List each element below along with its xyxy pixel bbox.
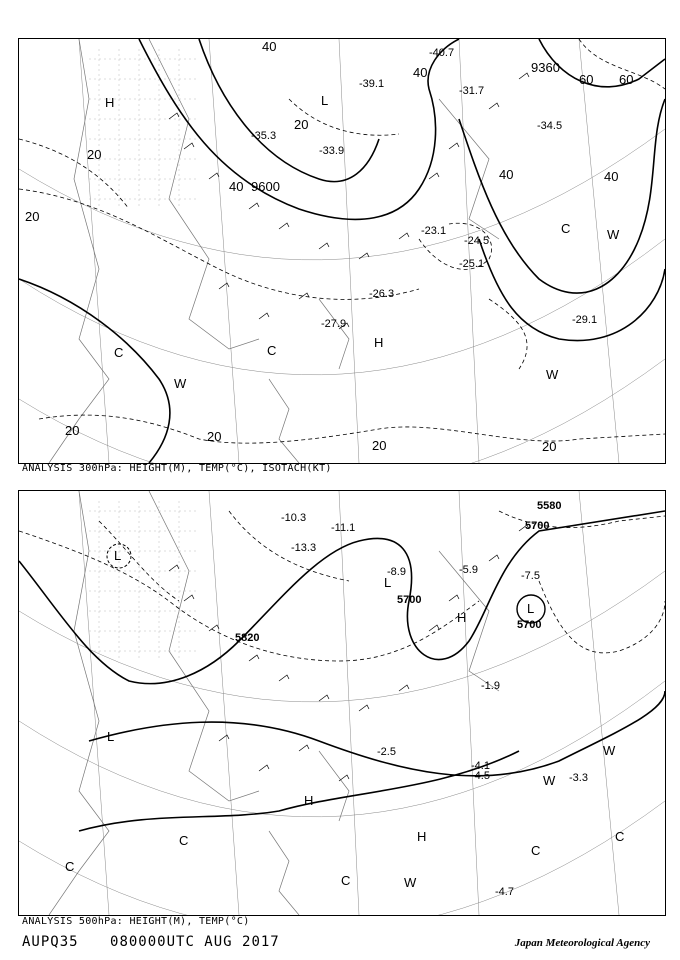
cold-center: C (561, 221, 571, 236)
isotach-label: 20 (294, 117, 309, 132)
height-label: 5700 (525, 520, 550, 532)
isotach-label: 20 (207, 429, 222, 444)
warm-center: W (603, 743, 616, 758)
graticule (19, 39, 665, 463)
cold-center: C (179, 833, 189, 848)
map-panel-300hpa (18, 38, 666, 464)
warm-center: W (174, 376, 187, 391)
temperature-label: -27.9 (321, 318, 347, 330)
isotach-label: 40 (229, 179, 244, 194)
warm-center: W (546, 367, 559, 382)
temperature-label: -24.5 (464, 235, 490, 247)
height-label: 5580 (537, 500, 562, 512)
temperature-label: -11.1 (331, 522, 356, 534)
chart-identifier (22, 934, 302, 950)
low-center: L (107, 729, 115, 744)
temperature-label: -3.3 (569, 772, 588, 784)
map-panel-500hpa (18, 490, 666, 916)
isotach-label: 60 (579, 72, 594, 87)
isotach-label: 40 (604, 169, 619, 184)
cold-center: C (65, 859, 75, 874)
temperature-label: -1.9 (481, 680, 500, 692)
cold-center: C (341, 873, 351, 888)
temperature-label: -10.3 (281, 512, 307, 524)
valid-time: 080000UTC AUG 2017 (110, 934, 280, 950)
warm-center: W (404, 875, 417, 890)
temperature-label: -23.1 (421, 225, 447, 237)
isotach-label: 20 (372, 438, 387, 453)
temperature-label: -34.5 (537, 120, 563, 132)
cold-center: C (267, 343, 277, 358)
temperature-label: -25.1 (459, 258, 485, 270)
high-center: H (417, 829, 427, 844)
height-label: 5820 (235, 632, 260, 644)
isotach-label: 20 (65, 423, 80, 438)
low-center: L (384, 575, 392, 590)
isotach-label: 40 (262, 39, 277, 54)
temperature-label: -26.3 (369, 288, 395, 300)
map-300hpa (19, 39, 665, 463)
caption-300hpa: ANALYSIS 300hPa: HEIGHT(M), TEMP(°C), ISOTACH(KT) (22, 463, 332, 474)
isotach-label: 20 (25, 209, 40, 224)
temperature-label: -31.7 (459, 85, 485, 97)
low-center: L (114, 548, 122, 563)
hatched-region (89, 501, 199, 661)
temperature-label: -4.1 (471, 760, 490, 772)
height-label: 9600 (251, 179, 280, 194)
agency-name: Japan Meteorological Agency (514, 937, 650, 949)
isotach-label: 20 (542, 439, 557, 454)
isotach-label: 60 (619, 72, 634, 87)
height-label: 9360 (531, 60, 560, 75)
temperature-label: -35.3 (251, 130, 277, 142)
temperature-label: -5.9 (459, 564, 478, 576)
cold-center: C (615, 829, 625, 844)
temperature-label: -13.3 (291, 542, 317, 554)
temperature-label: -40.7 (429, 47, 455, 59)
isotach-label: 20 (87, 147, 102, 162)
high-center: H (374, 335, 384, 350)
temperature-label: -29.1 (572, 314, 598, 326)
warm-center: W (543, 773, 556, 788)
height-label: 5700 (517, 619, 542, 631)
hatched-region (89, 49, 199, 209)
temperature-label: -2.5 (377, 746, 396, 758)
temperature-label: -8.9 (387, 566, 406, 578)
isotach-label: 40 (499, 167, 514, 182)
temperature-label: -7.5 (521, 570, 540, 582)
high-center: H (457, 610, 467, 625)
map-500hpa (19, 491, 665, 915)
isotach-label: 40 (413, 65, 428, 80)
cold-center: C (531, 843, 541, 858)
temperature-label: -4.5 (471, 770, 490, 782)
high-center: H (105, 95, 115, 110)
temperature-label: -39.1 (359, 78, 385, 90)
warm-center: W (607, 227, 620, 242)
coastline (49, 39, 499, 463)
cold-center: C (114, 345, 124, 360)
temperature-label: -4.7 (495, 886, 514, 898)
height-label: 5700 (397, 594, 422, 606)
temperature-label: -33.9 (319, 145, 345, 157)
high-center: H (304, 793, 314, 808)
low-center: L (321, 93, 329, 108)
caption-500hpa: ANALYSIS 500hPa: HEIGHT(M), TEMP(°C) (22, 916, 250, 927)
chart-code: AUPQ35 (22, 934, 79, 950)
low-center: L (527, 601, 535, 616)
